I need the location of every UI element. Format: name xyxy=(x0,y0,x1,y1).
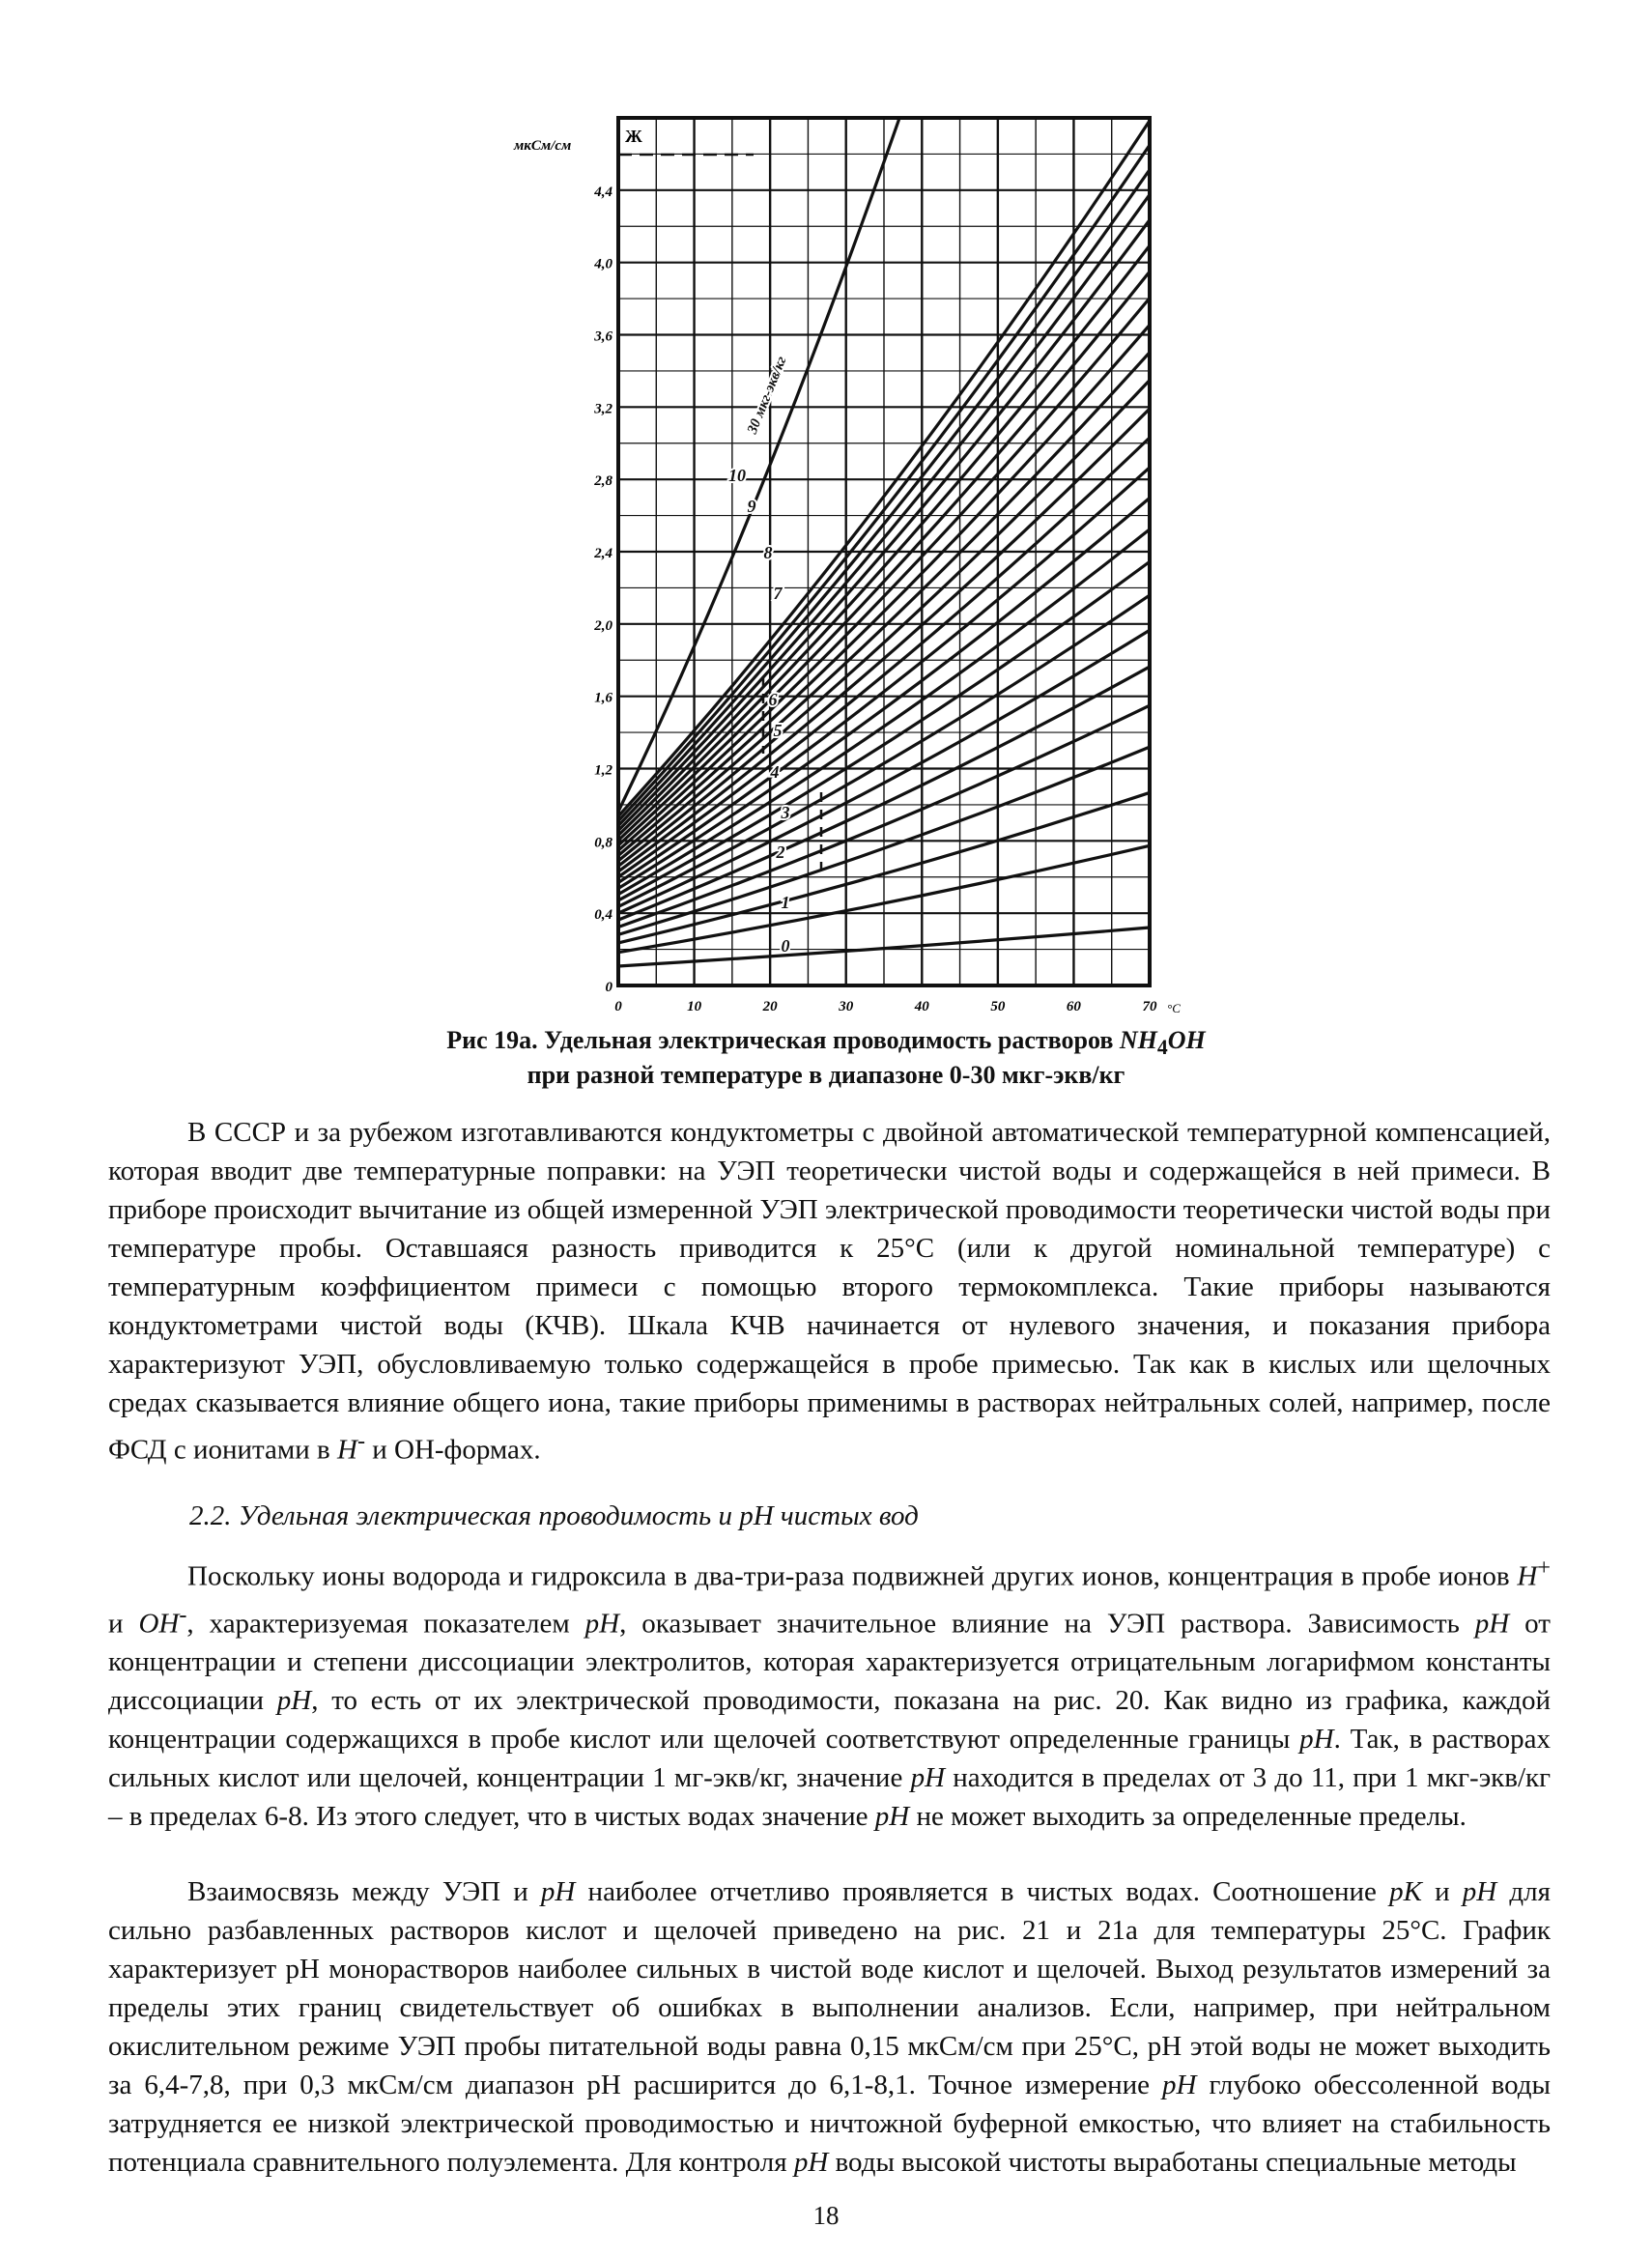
p3-ph4: pH xyxy=(793,2147,829,2178)
x-tick-label: 40 xyxy=(914,999,929,1014)
curve-label: 3 xyxy=(781,803,790,822)
p2-g: находится в пределах от 3 до 11, при 1 мкг-экв/кг – в пределах 6-8. Из этого следует, что в чистых водах значение xyxy=(108,1762,1551,1833)
p1-text: В СССР и за рубежом изготавливаются кондуктометры с двойной автоматической температурной компенсацией, которая вводит две температурные поправки: на УЭП теоретически чистой воды и содержащейся в ней примеси. В приборе происходит вычитание из общей измеренной УЭП электрической проводимости теоретически чистой воды при температуре пробы. Оставшаяся разность приводится к 25°С (или к другой номинальной температуре) с температурным коэффициентом примеси с помощью второго термокомплекса. Такие приборы называются кондуктометрами чистой воды (КЧВ). Шкала КЧВ начинается от нулевого значения, и показания прибора характеризуют УЭП, обусловливаемую только содержащейся в пробе примесью. Так как в кислых или щелочных средах сказывается влияние общего иона, такие приборы применимы в растворах нейтральных солей, например, после ФСД с ионитами в xyxy=(108,1117,1551,1466)
p2-b: , характеризуемая показателем xyxy=(186,1608,585,1640)
p2-h: Н xyxy=(1517,1560,1538,1592)
p2-ph3: pH xyxy=(276,1685,312,1717)
p2-c: , оказывает значительное влияние на УЭП раствора. Зависимость xyxy=(619,1608,1475,1640)
y-tick-label: 1,2 xyxy=(594,762,612,779)
p2-oh: ОН xyxy=(138,1608,180,1640)
p3-f: воды высокой чистоты выработаны специальные методы xyxy=(828,2147,1517,2178)
curve-label: 1 xyxy=(781,893,790,912)
p3-d: для сильно разбавленных растворов кислот и щелочей приведено на рис. 21 и 21а для температуры 25°С. График характеризует pH монорастворов наиболее сильных в чистой воде кислот и щелочей. Выход результатов измерений за пределы этих границ свидетельствует об ошибках в выполнении анализов. Если, например, при нейтральном окислительном режиме УЭП пробы питательной воды равна 0,15 мкСм/см при 25°С, pH этой воды не может выходить за 6,4-7,8, при 0,3 мкСм/см диапазон pH расширится до 6,1-8,1. Точное измерение xyxy=(108,1876,1551,2100)
x-tick-label: 0 xyxy=(614,999,622,1014)
conductivity-curve xyxy=(618,118,899,812)
y-tick-label: 3,2 xyxy=(594,401,612,417)
p2-h-sup: + xyxy=(1537,1555,1551,1581)
page-number: 18 xyxy=(812,2201,840,2230)
p2-a: Поскольку ионы водорода и гидроксила в два-три-раза подвижней других ионов, концентрация в пробе ионов xyxy=(187,1560,1518,1592)
y-tick-label: 4,0 xyxy=(594,256,612,272)
p2-e: , то есть от их электрической проводимости, показана на рис. 20. Как видно из графика, каждой концентрации содержащихся в пробе кислот или щелочей соответствуют определенные границы xyxy=(108,1685,1551,1756)
caption-formula-sub: 4 xyxy=(1156,1036,1168,1060)
p3-ph3: pH xyxy=(1162,2070,1197,2100)
x-axis-unit: °С xyxy=(1167,1001,1181,1015)
p2-f: . Так, в растворах сильных кислот или щелочей, концентрации 1 мг-экв/кг, значение xyxy=(108,1724,1551,1794)
caption-text: Рис 19а. Удельная электрическая проводимость растворов xyxy=(446,1026,1120,1054)
curve-label: 5 xyxy=(773,721,783,740)
y-axis-unit: мкСм/см xyxy=(514,138,572,154)
paragraph-3 xyxy=(108,1872,1551,2182)
p3-c: и xyxy=(1421,1876,1463,1907)
p3-e: глубоко обессоленной воды затрудняется ее низкой электрической проводимостью и ничтожной буферной емкостью, что влияет на стабильность потенциала сравнительного полуэлемента. Для контроля xyxy=(108,2070,1551,2178)
p1-end: и ОН-формах. xyxy=(364,1434,541,1466)
p3-ph1: pH xyxy=(540,1876,576,1907)
p2-and: и xyxy=(108,1608,139,1640)
p2-ph4: pH xyxy=(1299,1724,1334,1756)
curve-label-max: 30 мкг-экв/кг xyxy=(744,354,790,437)
curve-label: 4 xyxy=(770,762,780,782)
p1-h-sup: - xyxy=(356,1428,365,1454)
y-tick-label: 0,8 xyxy=(594,835,612,851)
section-title: 2.2. Удельная электрическая проводимость и pH чистых вод xyxy=(189,1500,919,1531)
conductivity-chart xyxy=(502,97,1179,1024)
curve-label: 0 xyxy=(781,936,790,956)
curve-label: 9 xyxy=(747,497,756,516)
curve-label: 7 xyxy=(773,584,783,603)
y-tick-label: 2,8 xyxy=(594,473,612,490)
corner-label: Ж xyxy=(625,127,642,146)
y-tick-label: 0 xyxy=(605,980,612,995)
conductivity-figure xyxy=(502,97,1179,1024)
figure-caption-line1 xyxy=(0,1026,1652,1060)
p2-ph6: pH xyxy=(874,1801,910,1833)
x-tick-label: 60 xyxy=(1066,999,1081,1014)
p3-b: наиболее отчетливо проявляется в чистых водах. Соотношение xyxy=(575,1876,1390,1907)
p2-ph2: pH xyxy=(1474,1608,1510,1640)
y-tick-label: 3,6 xyxy=(594,328,612,345)
p2-ph1: pH xyxy=(584,1608,620,1640)
p3-pk: pK xyxy=(1389,1876,1422,1907)
caption-formula-end: OH xyxy=(1167,1026,1206,1054)
p1-h: Н xyxy=(336,1434,357,1466)
curve-label: 6 xyxy=(768,690,778,709)
y-tick-label: 2,0 xyxy=(594,617,612,634)
paragraph-1 xyxy=(108,1113,1551,1470)
p3-a: Взаимосвязь между УЭП и xyxy=(187,1876,541,1907)
p3-ph2: pH xyxy=(1462,1876,1497,1907)
x-tick-label: 50 xyxy=(990,999,1006,1014)
x-tick-label: 30 xyxy=(839,999,854,1014)
paragraph-2 xyxy=(108,1549,1551,1836)
p2-d: от концентрации и степени диссоциации электролитов, которая характеризуется отрицательным логарифмом константы диссоциации xyxy=(108,1608,1551,1717)
x-tick-label: 20 xyxy=(762,999,778,1014)
curve-label: 10 xyxy=(728,466,746,485)
y-tick-label: 2,4 xyxy=(594,546,612,561)
y-tick-label: 4,4 xyxy=(594,184,612,200)
y-tick-label: 0,4 xyxy=(594,907,612,924)
p2-h2: не может выходить за определенные пределы. xyxy=(909,1801,1467,1833)
y-tick-label: 1,6 xyxy=(594,690,612,706)
x-tick-label: 70 xyxy=(1142,999,1157,1014)
x-tick-label: 10 xyxy=(687,999,702,1014)
curve-label: 8 xyxy=(763,543,773,562)
p2-oh-sup: - xyxy=(179,1601,187,1628)
curve-label: 2 xyxy=(776,842,785,862)
caption-formula: NH xyxy=(1119,1026,1157,1054)
p2-ph5: pH xyxy=(910,1762,946,1794)
figure-caption-line2: при разной температуре в диапазоне 0-30 мкг-экв/кг xyxy=(527,1061,1125,1089)
